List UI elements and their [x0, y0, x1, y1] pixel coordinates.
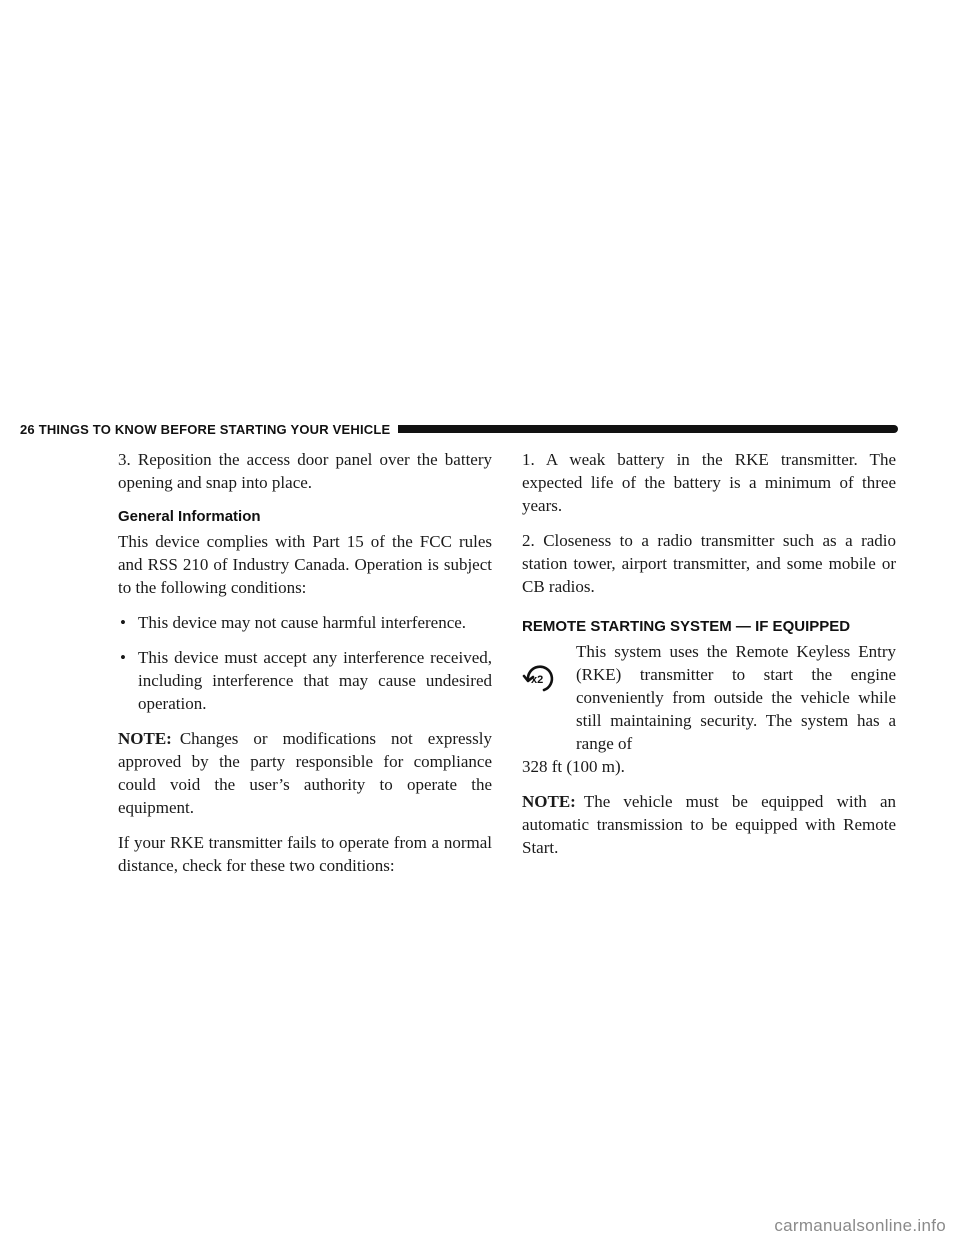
bullet-icon: • [120, 613, 126, 632]
right-column [522, 448, 896, 871]
list-item: • This device may not cause harmful interference. [120, 613, 467, 632]
remote-start-icon [522, 640, 576, 755]
section-title: THINGS TO KNOW BEFORE STARTING YOUR VEHICLE [38, 421, 391, 437]
remote-start-heading: REMOTE STARTING SYSTEM — IF EQUIPPED [522, 618, 851, 635]
condition-1-text: 1. A weak battery in the RKE transmitter. The expected life of the battery is a minimum of three years. [522, 450, 896, 515]
general-information-heading: General Information [118, 508, 261, 525]
step-3-text: 3. Reposition the access door panel over the battery opening and snap into place. [118, 450, 492, 492]
fail-text: If your RKE transmitter fails to operate from a normal distance, check for these two conditions: [118, 833, 492, 875]
header-rule [398, 425, 898, 433]
note-label: NOTE: [118, 729, 172, 748]
range-text: 328 ft (100 m). [522, 757, 625, 776]
site-watermark: carmanualsonline.info [774, 1216, 946, 1235]
remote-note-paragraph [522, 790, 896, 859]
list-item: • This device must accept any interference received, including interference that may cause undesired operation. [120, 648, 492, 713]
note-text: Changes or modifications not expressly approved by the party responsible for compliance could void the user’s authority to operate the equipment. [118, 729, 492, 817]
remote-start-desc-text: This system uses the Remote Keyless Entry (RKE) transmitter to start the engine conveniently from outside the vehicle while still maintaining security. The system has a range of [576, 642, 896, 753]
fcc-intro-text: This device complies with Part 15 of the FCC rules and RSS 210 of Industry Canada. Operation is subject to the following conditions: [118, 532, 492, 597]
remote-start-description [522, 640, 896, 755]
press-twice-icon [522, 660, 556, 694]
note-text: The vehicle must be equipped with an automatic transmission to be equipped with Remote Start. [522, 792, 896, 857]
page-header [20, 418, 898, 440]
page-header-title [20, 422, 390, 437]
page-number: 26 [20, 421, 35, 437]
condition-2-text: 2. Closeness to a radio transmitter such as a radio station tower, airport transmitter, and some mobile or CB radios. [522, 531, 896, 596]
note-label: NOTE: [522, 792, 576, 811]
svg-text:x2: x2 [531, 674, 544, 686]
bullet-icon: • [120, 648, 126, 667]
note-paragraph [118, 727, 492, 819]
conditions-list [118, 611, 492, 715]
left-column [118, 448, 492, 889]
